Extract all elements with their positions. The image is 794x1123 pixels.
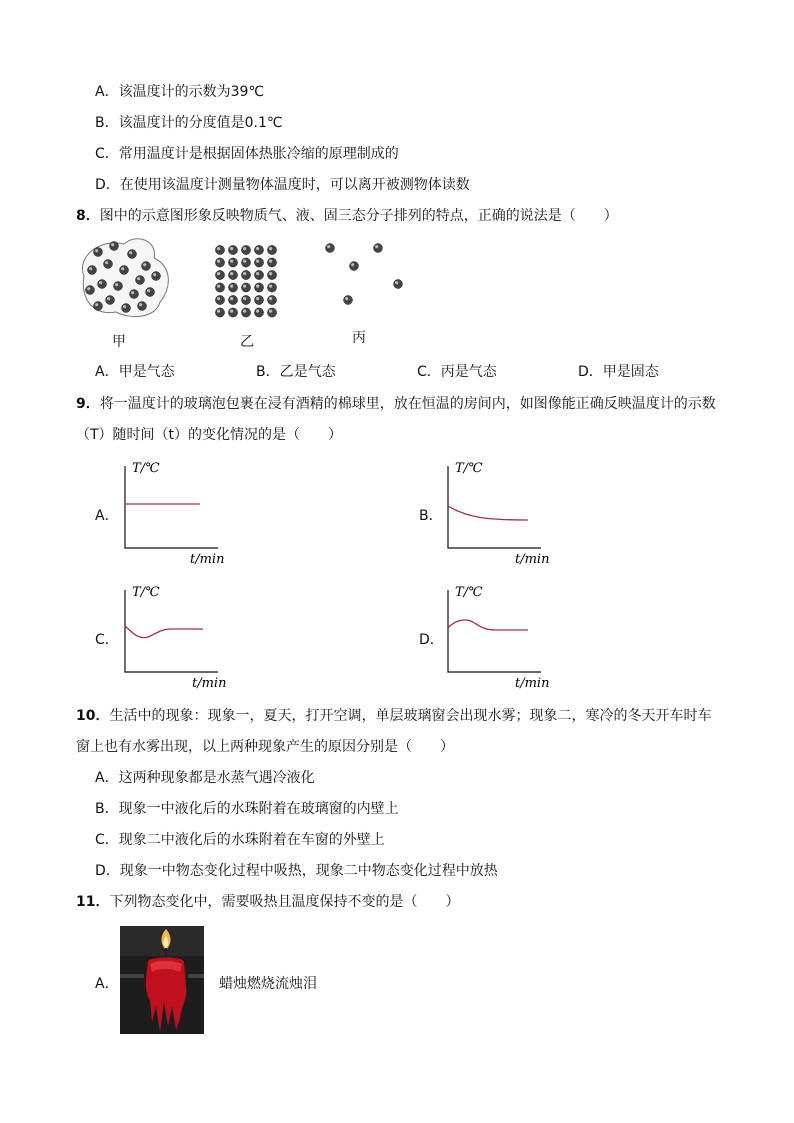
q11-option-a-label: A． — [95, 976, 119, 992]
q10-option-a: A．这两种现象都是水蒸气遇冷液化 — [95, 770, 315, 786]
molecule — [114, 282, 123, 291]
molecule — [241, 283, 250, 292]
molecule — [267, 270, 276, 279]
molecule — [106, 296, 115, 305]
molecule — [215, 258, 224, 267]
molecule — [254, 245, 263, 254]
molecule — [267, 283, 276, 292]
y-axis-label: T/℃ — [455, 585, 483, 600]
caption-jia: 甲 — [112, 334, 126, 350]
molecule — [215, 245, 224, 254]
x-axis-label: t/min — [190, 552, 225, 567]
x-axis-label: t/min — [515, 676, 550, 691]
q9-graph-b — [433, 458, 553, 568]
x-axis-label: t/min — [192, 676, 227, 691]
q7-option-d: D．在使用该温度计测量物体温度时，可以离开被测物体读数 — [95, 177, 470, 193]
q9-graph-a-label: A． — [95, 508, 119, 524]
y-axis-label: T/℃ — [455, 461, 483, 476]
q8-option-a: A．甲是气态 — [95, 364, 175, 380]
molecule — [254, 295, 263, 304]
q9-stem-line1: 9．将一温度计的玻璃泡包裹在浸有酒精的棉球里，放在恒温的房间内，如图像能正确反映温度计的示数 — [76, 396, 716, 412]
graph-c-curve — [125, 626, 203, 638]
molecule — [104, 260, 113, 269]
molecule — [88, 266, 97, 275]
q8-option-d: D．甲是固态 — [578, 364, 659, 380]
molecule — [128, 250, 137, 259]
q7-option-c: C．常用温度计是根据固体热胀冷缩的原理制成的 — [95, 146, 399, 162]
molecule — [267, 258, 276, 267]
molecule — [350, 262, 359, 271]
q9-graph-b-label: B． — [419, 508, 443, 524]
q11-option-a-text: 蜡烛燃烧流烛泪 — [219, 976, 317, 992]
q7-option-a: A．该温度计的示数为39℃ — [95, 84, 265, 100]
molecule — [215, 308, 224, 317]
x-axis-label: t/min — [515, 552, 550, 567]
molecule — [122, 304, 131, 313]
molecule — [152, 272, 161, 281]
molecule — [254, 308, 263, 317]
molecule — [120, 266, 129, 275]
q9-stem-line2: （T）随时间（t）的变化情况的是（ ） — [76, 427, 343, 443]
molecule — [241, 295, 250, 304]
graph-b-curve — [448, 506, 528, 520]
molecule — [228, 270, 237, 279]
molecule — [254, 283, 263, 292]
molecule — [394, 280, 403, 289]
q8-option-c: C．丙是气态 — [417, 364, 497, 380]
molecule — [241, 258, 250, 267]
candle-photo — [120, 926, 204, 1034]
caption-bing: 丙 — [352, 330, 366, 346]
q10-option-b: B．现象一中液化后的水珠附着在玻璃窗的内壁上 — [95, 801, 399, 817]
molecule — [94, 248, 103, 257]
molecule — [241, 270, 250, 279]
molecule — [110, 242, 119, 251]
caption-yi: 乙 — [240, 334, 254, 350]
q8-stem: 8．图中的示意图形象反映物质气、液、固三态分子排列的特点，正确的说法是（ ） — [76, 208, 618, 224]
q10-option-c: C．现象二中液化后的水珠附着在车窗的外壁上 — [95, 832, 385, 848]
molecule — [86, 286, 95, 295]
molecule — [146, 288, 155, 297]
molecule — [241, 245, 250, 254]
q10-stem-line2: 窗上也有水雾出现，以上两种现象产生的原因分别是（ ） — [76, 739, 454, 755]
molecule — [98, 280, 107, 289]
molecule — [267, 308, 276, 317]
q10-option-d: D．现象一中物态变化过程中吸热，现象二中物态变化过程中放热 — [95, 863, 498, 879]
molecule — [267, 295, 276, 304]
q11-stem: 11．下列物态变化中，需要吸热且温度保持不变的是（ ） — [76, 894, 460, 910]
molecule — [138, 302, 147, 311]
molecule — [215, 295, 224, 304]
molecule — [228, 308, 237, 317]
q10-stem-line1: 10．生活中的现象：现象一，夏天，打开空调，单层玻璃窗会出现水雾；现象二，寒冷的冬天开车时车 — [76, 708, 712, 724]
molecule — [254, 270, 263, 279]
q8-option-b: B．乙是气态 — [256, 364, 336, 380]
molecule — [228, 258, 237, 267]
molecule — [136, 276, 145, 285]
q9-graph-c — [110, 582, 230, 692]
molecule — [241, 308, 250, 317]
molecule — [228, 295, 237, 304]
q9-graph-d-label: D． — [419, 632, 444, 648]
molecule — [215, 283, 224, 292]
q9-graph-c-label: C． — [95, 632, 119, 648]
molecule — [228, 283, 237, 292]
y-axis-label: T/℃ — [132, 461, 160, 476]
molecule — [215, 270, 224, 279]
molecule — [374, 244, 383, 253]
molecule — [94, 302, 103, 311]
molecule — [142, 262, 151, 271]
molecule — [326, 244, 335, 253]
molecule — [254, 258, 263, 267]
q8-molecule-diagram — [76, 236, 416, 326]
q9-graph-a — [110, 458, 230, 568]
molecule — [228, 245, 237, 254]
q9-graph-d — [433, 582, 553, 692]
y-axis-label: T/℃ — [132, 585, 160, 600]
molecule — [130, 290, 139, 299]
q7-option-b: B．该温度计的分度值是0.1℃ — [95, 115, 283, 131]
graph-d-curve — [448, 620, 528, 630]
molecule — [267, 245, 276, 254]
molecule — [344, 296, 353, 305]
